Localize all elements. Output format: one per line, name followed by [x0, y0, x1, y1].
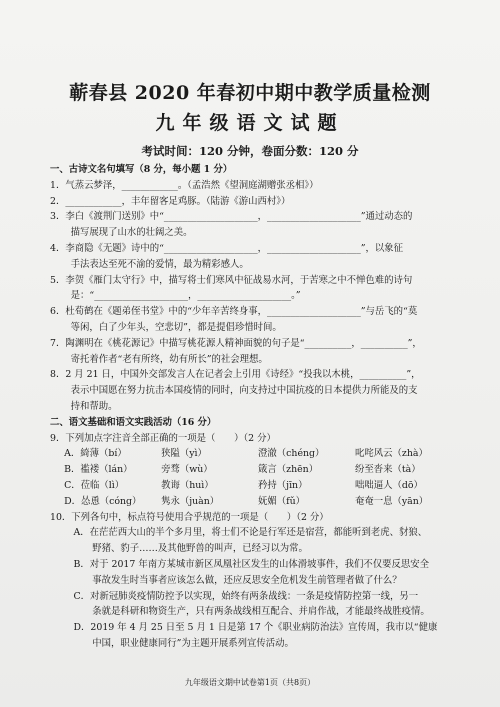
exam-title: 蕲春县 2020 年春初中期中教学质量检测: [69, 82, 431, 104]
option-item: 妩媚（fǔ）: [258, 495, 306, 507]
text-line: 是：“____________________，____________________。”: [70, 290, 301, 302]
question-body: [50, 162, 452, 652]
option-item: C．莅临（lì）: [64, 479, 125, 491]
text-line: B．对于 2017 年南方某城市新区凤凰社区发生的山体滑坡事件，我们不仅要反思安全: [73, 558, 429, 570]
page-footer: 九年级语文期中试卷第1页（共8页）: [184, 678, 316, 687]
option-item: 奄奄一息（yān）: [355, 495, 429, 507]
text-line: 表示中国愿在努力抗击本国疫情的同时，向支持过中国抗疫的日本提供力所能及的支: [70, 385, 418, 397]
text-line: C．对新冠肺炎疫情防控予以实现，始终有两条战线：一条是疫情防控第一线，另一: [73, 590, 419, 602]
option-item: 纷至沓来（tà）: [355, 464, 421, 476]
text-line: 1．气蒸云梦泽，____________。（孟浩然《望洞庭湖赠张丞相》）: [50, 179, 319, 191]
option-item: 旁骛（wù）: [161, 464, 213, 476]
option-item: 叱咤风云（zhà）: [355, 448, 428, 460]
option-item: B．褴褛（lán）: [64, 464, 133, 476]
text-line: 4．李商隐《无题》诗中的“____________________，____________________”，以象征: [50, 242, 404, 254]
option-item: 教诲（huì）: [161, 479, 214, 491]
text-line: 7．陶渊明在《桃花源记》中描写桃花源人精神面貌的句子是“__________，__________”，: [50, 337, 422, 349]
option-row: [50, 478, 452, 494]
text-line: 2．____________，丰年留客足鸡豚。（陆游《游山西村》）: [50, 195, 291, 207]
text-line: 描写展现了山水的壮阔之美。: [70, 227, 193, 239]
option-item: 矜持（jīn）: [258, 479, 308, 491]
text-line: 事故发生时当事者应该怎么做，还应反思安全危机发生前管理者做了什么？: [73, 574, 402, 586]
section-heading: 二、语文基础和语文实践活动（16 分）: [50, 416, 217, 428]
option-item: 箴言（zhēn）: [258, 464, 319, 476]
text-line: 手法表达至死不渝的爱情，最为精彩感人。: [70, 258, 249, 270]
text-line: 3．李白《渡荆门送别》中“____________________，____________________”通过动态的: [50, 211, 413, 223]
option-item: 隽永（juàn）: [161, 495, 220, 507]
text-line: 持和帮助。: [70, 400, 118, 412]
text-line: 等闲，白了少年头，空悲切”，都是提倡珍惜时间。: [70, 321, 282, 333]
text-line: 10．下列各句中，标点符号使用合乎规范的一项是（ ）（2 分）: [50, 511, 329, 523]
exam-subtitle: 九年级语文试题: [155, 112, 345, 134]
text-line: 9．下列加点字注音全部正确的一项是（ ）（2 分）: [50, 432, 276, 444]
text-line: 条就是科研和物资生产，只有两条战线相互配合、并肩作战，才能最终战胜疫情。: [73, 606, 430, 618]
text-line: 5．李贺《雁门太守行》中，描写将士们寒风中征战易水河，于苦寒之中不惮色难的诗句: [50, 274, 413, 286]
text-line: 寄托着作者“老有所终，幼有所长”的社会理想。: [70, 353, 268, 365]
text-line: A．在茫茫西大山的半个多月里，将士们不论是行军还是宿营，都能听到老虎、豺狼、: [73, 527, 428, 539]
exam-info: 考试时间：120 分钟，卷面分数：120 分: [141, 144, 359, 158]
option-row: [50, 462, 452, 478]
section-heading: 一、古诗文名句填写（8 分，每小题 1 分）: [50, 164, 233, 175]
text-line: D．2019 年 4 月 25 日至 5 月 1 日是第 17 个《职业病防治法》宣传周，我市以“健康: [73, 622, 438, 634]
option-item: A．綺薄（bí）: [64, 448, 127, 460]
text-line: 野猪、豹子……及其他野兽的叫声，已经习以为常。: [73, 543, 308, 555]
option-row: [50, 494, 452, 510]
option-item: 澄澈（chéng）: [258, 448, 325, 460]
option-item: 咄咄逼人（dō）: [355, 479, 423, 491]
text-line: 8．2 月 21 日，中国外交部发言人在记者会上引用《诗经》“投我以木桃，__________”，: [50, 369, 421, 381]
option-item: D．怂恿（cóng）: [64, 495, 142, 507]
text-line: 中国，职业健康同行”为主题开展系列宣传活动。: [73, 637, 294, 649]
text-line: 6．杜荀鹤在《题弟侄书堂》中的“少年辛苦终身事，____________________”与岳飞的“莫: [50, 306, 418, 318]
option-row: [50, 446, 452, 462]
option-item: 狭隘（yì）: [161, 448, 207, 460]
